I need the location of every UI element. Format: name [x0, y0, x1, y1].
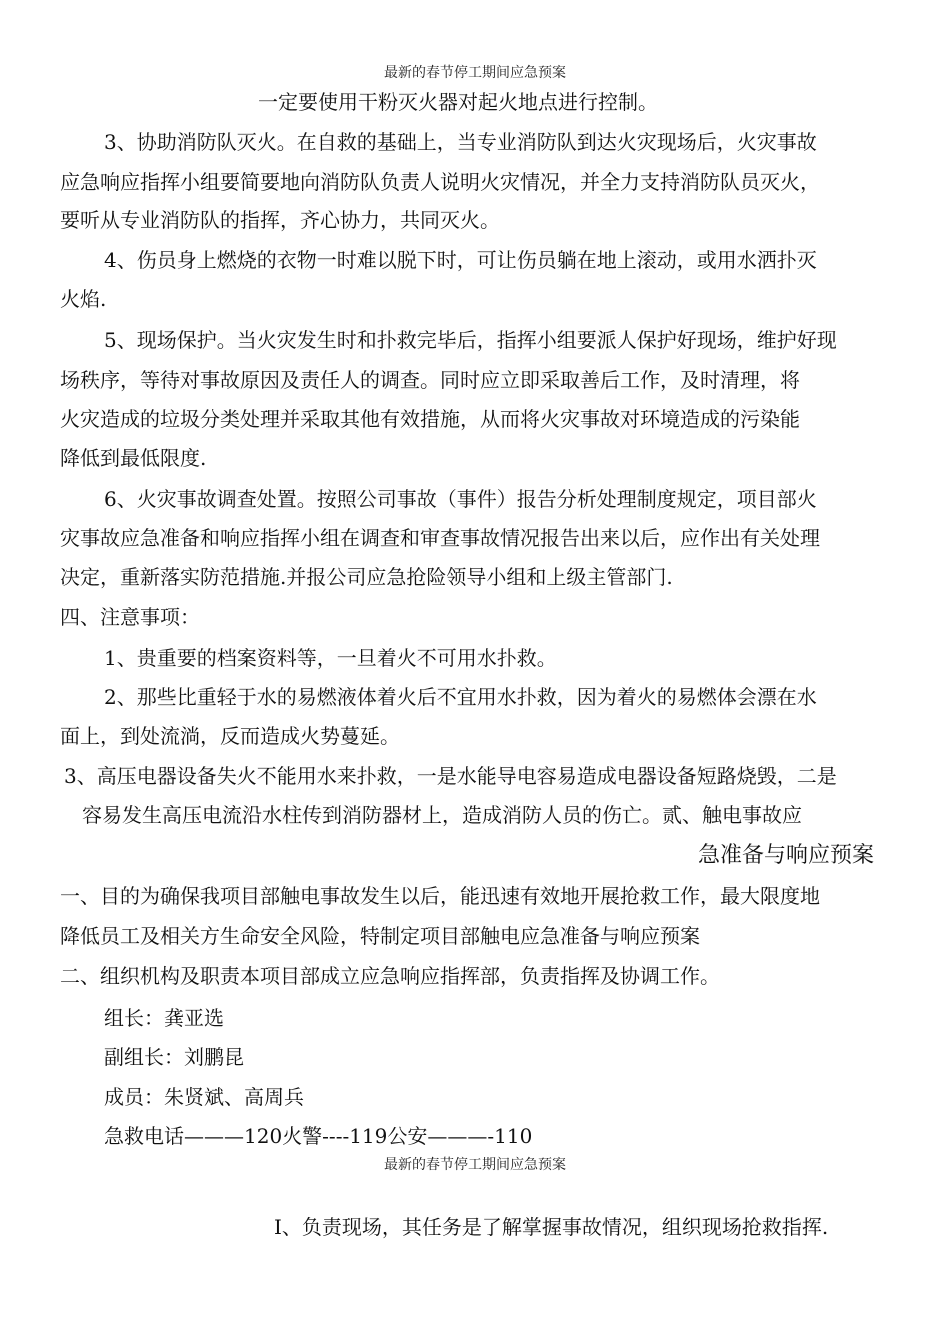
text-line: 场秩序，等待对事故原因及责任人的调查。同时应立即采取善后工作，及时清理，将 — [60, 368, 800, 392]
text-line: 灾事故应急准备和响应指挥小组在调查和审查事故情况报告出来以后，应作出有关处理 — [60, 526, 820, 550]
page-header-top: 最新的春节停工期间应急预案 — [384, 65, 566, 81]
text-line: 决定，重新落实防范措施.并报公司应急抢险领导小组和上级主管部门. — [60, 565, 673, 589]
text-line: 降低到最低限度. — [60, 446, 207, 470]
text-line: 降低员工及相关方生命安全风险，特制定项目部触电应急准备与响应预案 — [60, 924, 700, 948]
text-line: 要听从专业消防队的指挥，齐心协力，共同灭火。 — [60, 208, 500, 232]
text-line: 应急响应指挥小组要简要地向消防队负责人说明火灾情况，并全力支持消防队员灭火， — [60, 170, 820, 194]
text-line: 副组长：刘鹏昆 — [104, 1045, 244, 1069]
text-line: 二、组织机构及职责本项目部成立应急响应指挥部，负责指挥及协调工作。 — [60, 964, 720, 988]
text-line: I、负责现场，其任务是了解掌握事故情况，组织现场抢救指挥. — [274, 1215, 829, 1239]
text-line: 3、协助消防队灭火。在自救的基础上，当专业消防队到达火灾现场后，火灾事故 — [104, 130, 817, 154]
text-line: 一、目的为确保我项目部触电事故发生以后，能迅速有效地开展抢救工作，最大限度地 — [60, 884, 820, 908]
text-line: 组长：龚亚选 — [104, 1006, 224, 1030]
text-line: 成员：朱贤斌、高周兵 — [104, 1085, 304, 1109]
text-line: 急救电话———120火警----119公安———-110 — [104, 1124, 533, 1148]
text-line: 2、那些比重轻于水的易燃液体着火后不宜用水扑救，因为着火的易燃体会漂在水 — [104, 685, 817, 709]
text-line: 火焰. — [60, 287, 107, 311]
section-heading: 四、注意事项： — [60, 605, 200, 629]
text-line: 面上，到处流淌，反而造成火势蔓延。 — [60, 724, 400, 748]
text-line: 一定要使用干粉灭火器对起火地点进行控制。 — [258, 90, 658, 114]
text-line: 5、现场保护。当火灾发生时和扑救完毕后，指挥小组要派人保护好现场，维护好现 — [104, 328, 837, 352]
text-line: 6、火灾事故调查处置。按照公司事故（事件）报告分析处理制度规定，项目部火 — [104, 487, 817, 511]
text-line: 容易发生高压电流沿水柱传到消防器材上，造成消防人员的伤亡。贰、触电事故应 — [82, 803, 802, 827]
text-line: 3、高压电器设备失火不能用水来扑救，一是水能导电容易造成电器设备短路烧毁，二是 — [64, 764, 837, 788]
page-header-bottom: 最新的春节停工期间应急预案 — [384, 1157, 566, 1173]
text-line: 火灾造成的垃圾分类处理并采取其他有效措施，从而将火灾事故对环境造成的污染能 — [60, 407, 800, 431]
section-heading: 急准备与响应预案 — [698, 843, 875, 868]
text-line: 1、贵重要的档案资料等，一旦着火不可用水扑救。 — [104, 646, 557, 670]
text-line: 4、伤员身上燃烧的衣物一时难以脱下时，可让伤员躺在地上滚动，或用水洒扑灭 — [104, 248, 817, 272]
